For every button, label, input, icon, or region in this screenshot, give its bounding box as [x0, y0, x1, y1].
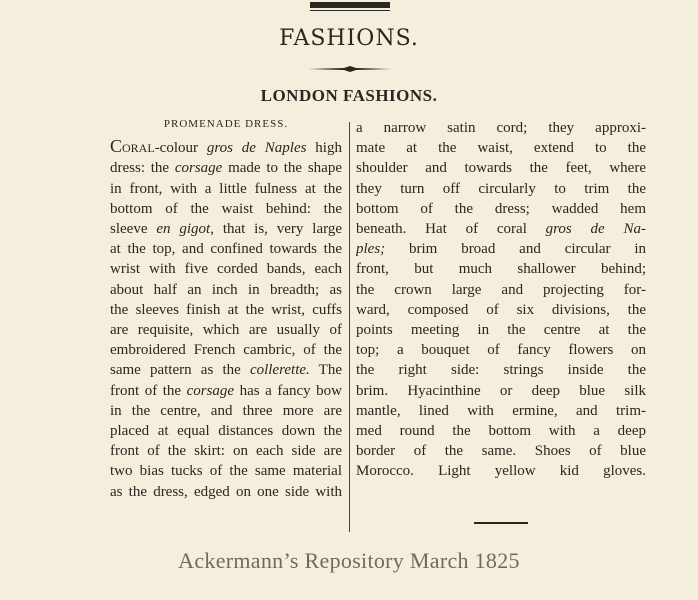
- right-column: [356, 118, 646, 482]
- text-line: are requisite, which are usually of: [110, 322, 342, 339]
- caption: Ackermann’s Repository March 1825: [178, 548, 520, 573]
- text-line: dress: the corsage made to the shape: [110, 160, 342, 177]
- text-line: Morocco. Light yellow kid gloves.: [356, 463, 646, 480]
- text-line: they turn off circularly to trim the: [356, 180, 646, 197]
- text-line: at the top, and confined towards the: [110, 241, 342, 258]
- text-line: wrist with five corded bands, each: [110, 261, 342, 278]
- ornament-divider: [308, 66, 392, 72]
- text-line: ward, composed of six divisions, the: [356, 301, 646, 318]
- section-title: FASHIONS.: [279, 26, 419, 51]
- text-line: as the dress, edged on one side with: [110, 483, 342, 500]
- text-line: CORAL-colour gros de Naples high: [110, 136, 342, 157]
- text-line: bottom of the waist behind: the: [110, 200, 342, 217]
- text-line: mate at the waist, extend to the: [356, 140, 646, 157]
- column-divider: [349, 122, 350, 532]
- left-column: [110, 114, 342, 502]
- top-rule-thin: [310, 10, 390, 11]
- text-line: sleeve en gigot, that is, very large: [110, 221, 342, 238]
- text-line: the right side: strings inside the: [356, 362, 646, 379]
- text-line: about half an inch in breadth; as: [110, 281, 342, 298]
- subtitle: LONDON FASHIONS.: [260, 86, 438, 105]
- text-line: a narrow satin cord; they approxi-: [356, 120, 646, 136]
- text-line: front, but much shallower behind;: [356, 261, 646, 278]
- text-line: beneath. Hat of coral gros de Na-: [356, 221, 646, 238]
- end-rule: [474, 522, 528, 524]
- top-rule: [310, 2, 390, 8]
- text-line: points meeting in the centre at the: [356, 322, 646, 339]
- text-line: embroidered French cambric, of the: [110, 342, 342, 359]
- text-line: front of the corsage has a fancy bow: [110, 382, 342, 399]
- text-line: in the centre, and three more are: [110, 402, 342, 419]
- text-line: placed at equal distances down the: [110, 423, 342, 440]
- text-line: top; a bouquet of fancy flowers on: [356, 342, 646, 359]
- text-line: brim. Hyacinthine or deep blue silk: [356, 382, 646, 399]
- text-line: the crown large and projecting for-: [356, 281, 646, 298]
- dress-heading: PROMENADE DRESS.: [163, 118, 289, 130]
- text-line: ples; brim broad and circular in: [356, 241, 646, 258]
- text-line: mantle, lined with ermine, and trim-: [356, 402, 646, 419]
- text-line: same pattern as the collerette. The: [110, 362, 342, 379]
- text-line: two bias tucks of the same material: [110, 463, 342, 480]
- text-line: shoulder and towards the feet, where: [356, 160, 646, 177]
- text-line: the sleeves finish at the wrist, cuffs: [110, 301, 342, 318]
- text-line: front of the skirt: on each side are: [110, 443, 342, 460]
- text-line: bottom of the dress; wadded hem: [356, 200, 646, 217]
- text-line: in front, with a little fulness at the: [110, 180, 342, 197]
- text-line: med round the bottom with a deep: [356, 423, 646, 440]
- text-line: border of the same. Shoes of blue: [356, 443, 646, 460]
